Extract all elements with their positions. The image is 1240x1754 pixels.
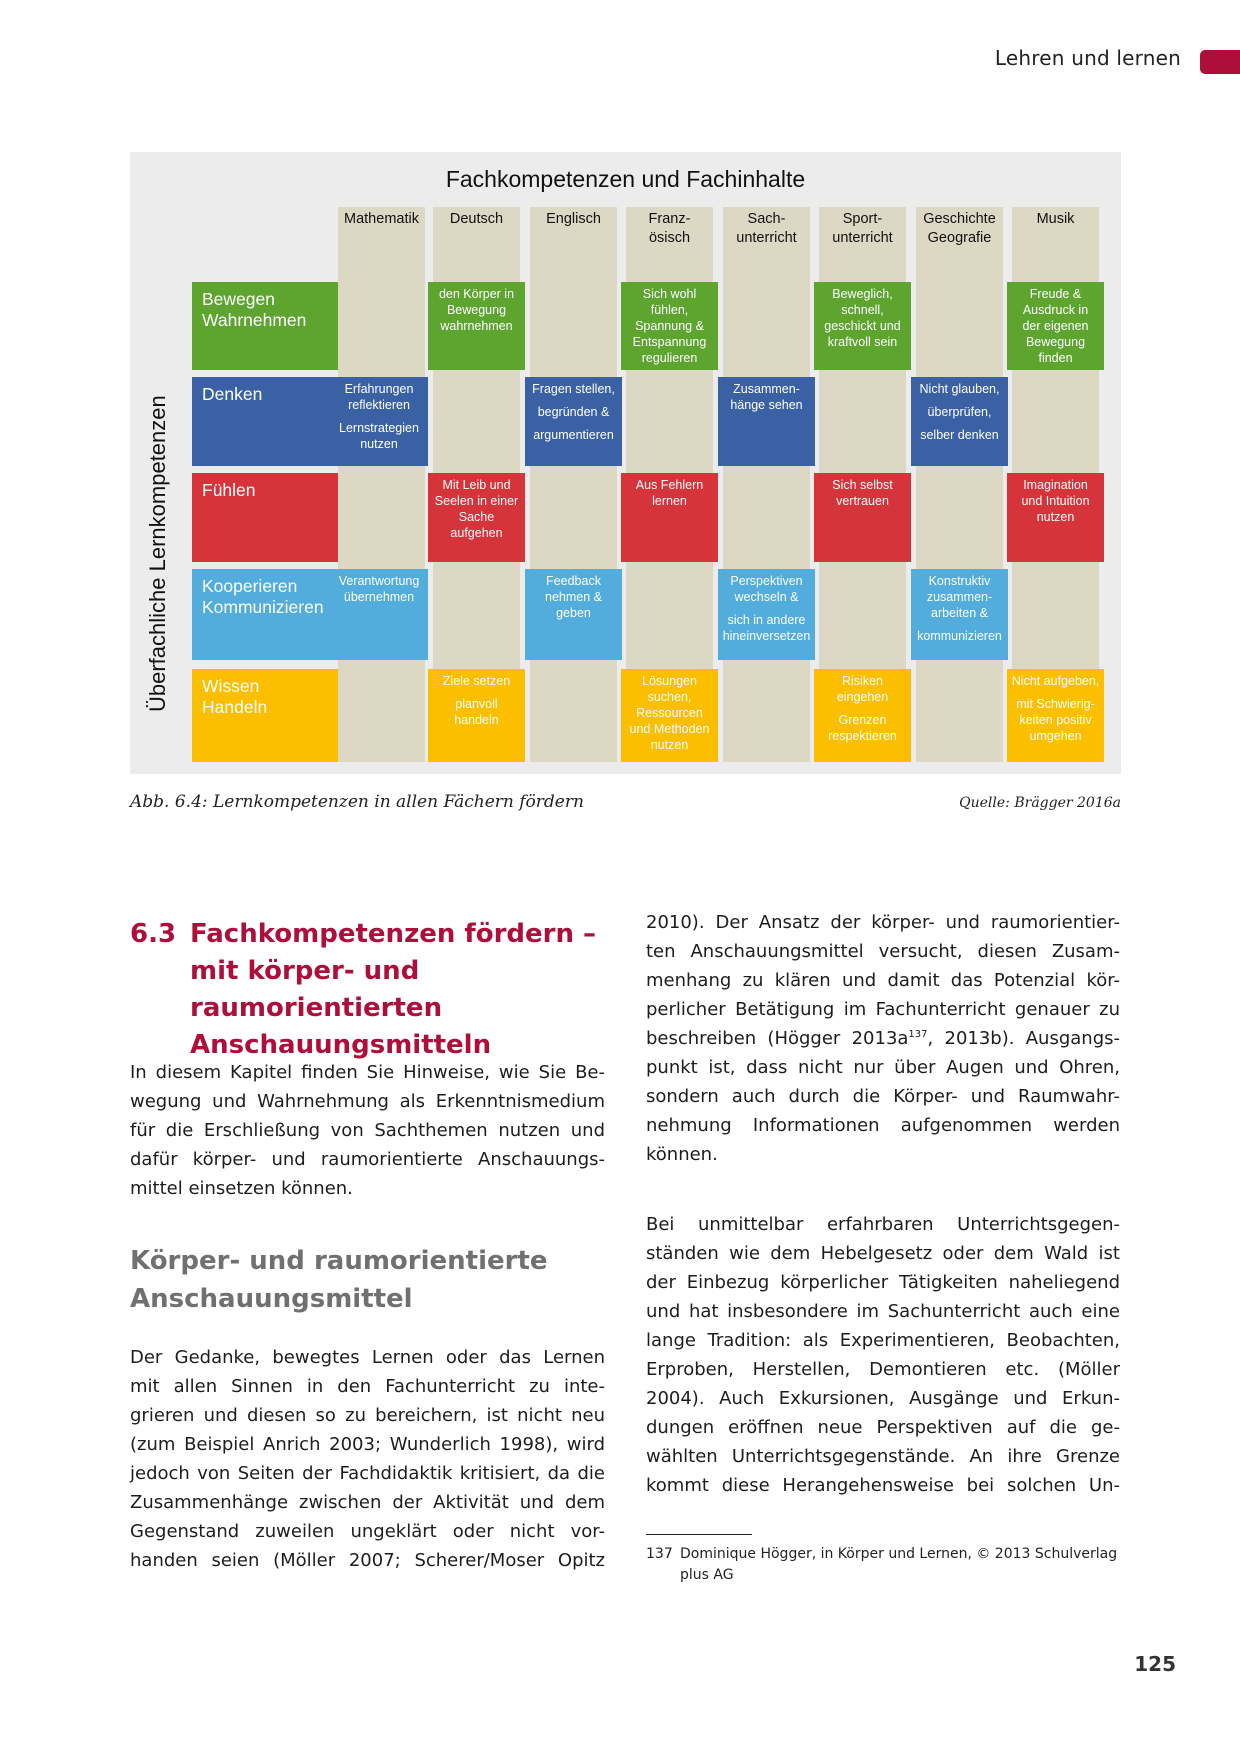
figure-title: Fachkompetenzen und Fachinhalte — [445, 166, 806, 192]
text-line: Gegenstand zuweilen ungeklärt oder nicht vor- — [130, 1521, 605, 1542]
text-line: Erproben, Herstellen, Demontieren etc. (Möller — [646, 1359, 1120, 1380]
text-line: mit allen Sinnen in den Fachunterricht zu inte- — [130, 1376, 605, 1397]
text-line: für die Erschließung von Sachthemen nutzen und — [130, 1120, 605, 1141]
competence-row-label: Denken — [202, 384, 263, 404]
competence-row-label: Wissen Handeln — [202, 676, 268, 717]
text-line: 2010). Der Ansatz der körper- und raumorientier- — [646, 912, 1120, 933]
competence-cell: Fragen stellen, begründen & argumentieren — [532, 382, 615, 442]
text-line: jedoch von Seiten der Fachdidaktik kritisiert, da die — [130, 1463, 605, 1484]
competence-cell: Imagination und Intuition nutzen — [1021, 478, 1090, 524]
competence-cell: Sich wohl fühlen, Spannung & Entspannung regulieren — [632, 287, 707, 365]
competence-cell: Freude & Ausdruck in der eigenen Bewegung finden — [1022, 287, 1089, 365]
subject-column-header: Geschichte Geografie — [923, 211, 996, 246]
subject-column-header: Musik — [1036, 211, 1075, 227]
text-line: lange Tradition: als Experimentieren, Beobachten, — [646, 1330, 1120, 1351]
competence-cell: Feedback nehmen & geben — [545, 574, 602, 620]
competence-row-label: Kooperieren Kommunizieren — [202, 576, 324, 617]
subject-column-header: Deutsch — [449, 211, 504, 227]
text-line: und hat insbesondere im Sachunterricht auch eine — [646, 1301, 1120, 1322]
footnote-number: 137 — [646, 1546, 673, 1562]
right-paragraph-2 — [646, 1210, 1120, 1500]
text-line: handen seien (Möller 2007; Scherer/Moser Opitz — [130, 1550, 605, 1571]
text-line: der Einbezug körperlicher Tätigkeiten naheliegend — [646, 1272, 1120, 1293]
text-line: wegung und Wahrnehmung als Erkenntnismedium — [130, 1091, 605, 1112]
footnote-text: Dominique Högger, in Körper und Lernen, © 2013 Schulverlag plus AG — [680, 1546, 1118, 1583]
competence-cell: Konstruktiv zusammen- arbeiten & kommunizieren — [917, 574, 1002, 643]
text-line: perlicher Betätigung im Fachunterricht genauer zu — [646, 999, 1120, 1020]
figure-caption: Abb. 6.4: Lernkompetenzen in allen Fächern fördern — [130, 792, 584, 812]
footnote-rule — [646, 1534, 752, 1535]
section-number: 6.3 — [130, 919, 177, 949]
text-line: dafür körper- und raumorientierte Anschauungs- — [130, 1149, 605, 1170]
figure-source: Quelle: Brägger 2016a — [959, 795, 1121, 811]
right-paragraph-1 — [646, 908, 1120, 1169]
text-line: wählten Unterrichtsgegenstände. An ihre Grenze — [646, 1446, 1120, 1467]
competence-cell: Nicht aufgeben, mit Schwierig- keiten positiv umgehen — [1011, 674, 1100, 743]
subject-column — [916, 207, 1003, 762]
running-header: Lehren und lernen — [994, 46, 1181, 70]
competence-cell: Aus Fehlern lernen — [635, 478, 704, 508]
competence-cell: Lösungen suchen, Ressourcen und Methoden nutzen — [629, 674, 710, 752]
competence-cell: Mit Leib und Seelen in einer Sache aufgehen — [434, 478, 519, 540]
text-line: Bei unmittelbar erfahrbaren Unterrichtsgegen- — [646, 1214, 1120, 1235]
left-paragraph — [130, 1343, 605, 1575]
text-line: kommt diese Herangehensweise bei solchen Un- — [646, 1475, 1120, 1496]
text-line: ständen wie dem Hebelgesetz oder dem Wald ist — [646, 1243, 1120, 1264]
subject-column-header: Mathematik — [344, 211, 419, 227]
chapter-tab-marker — [1200, 50, 1240, 74]
footnote-reference[interactable]: 137 — [908, 1029, 928, 1040]
page-number: 125 — [1134, 1652, 1176, 1676]
text-line: In diesem Kapitel finden Sie Hinweise, wie Sie Be- — [130, 1062, 605, 1083]
text-line: dungen eröffnen neue Perspektiven auf die ge- — [646, 1417, 1120, 1438]
competence-cell: Nicht glauben, überprüfen, selber denken — [919, 382, 1000, 442]
competence-cell: Sich selbst vertrauen — [832, 478, 893, 508]
subject-column-header: Englisch — [546, 211, 601, 227]
text-line: Zusammenhänge zwischen der Aktivität und dem — [130, 1492, 605, 1513]
subject-column — [723, 207, 810, 762]
text-line: punkt ist, dass nicht nur über Augen und Ohren, — [646, 1057, 1120, 1078]
text-line: (zum Beispiel Anrich 2003; Wunderlich 1998), wird — [130, 1434, 605, 1455]
subject-column — [530, 207, 617, 762]
competence-cell: Risiken eingehen Grenzen respektieren — [828, 674, 897, 743]
text-line: 2004). Auch Exkursionen, Ausgänge und Erkun- — [646, 1388, 1120, 1409]
competence-row-label: Fühlen — [202, 480, 256, 500]
competence-cell: Ziele setzen planvoll handeln — [442, 674, 511, 727]
text-line: grieren und diesen so zu bereichern, ist nicht neu — [130, 1405, 605, 1426]
competence-cell: Verantwortung übernehmen — [338, 574, 420, 604]
subject-column-header: Franz- ösisch — [648, 211, 691, 246]
subheading: Körper- und raumorientierte Anschauungsmittel — [130, 1246, 548, 1314]
competence-cell: Perspektiven wechseln & sich in andere hineinversetzen — [722, 574, 811, 643]
text-line: können. — [646, 1144, 718, 1165]
text-line: ten Anschauungsmittel versucht, diesen Zusam- — [646, 941, 1120, 962]
figure-row-axis-label: Überfachliche Lernkompetenzen — [145, 395, 170, 712]
subject-column-header: Sach- unterricht — [736, 211, 797, 246]
competence-cell: Zusammen- hänge sehen — [730, 382, 803, 412]
intro-paragraph — [130, 1058, 605, 1203]
text-line: menhang zu klären und damit das Potenzial kör- — [646, 970, 1120, 991]
competence-cell: Erfahrungen reflektieren Lernstrategien nutzen — [339, 382, 419, 451]
text-line: nehmung Informationen aufgenommen werden — [646, 1115, 1120, 1136]
text-line: Der Gedanke, bewegtes Lernen oder das Lernen — [130, 1347, 605, 1368]
text-line: sondern auch durch die Körper- und Raumwahr- — [646, 1086, 1120, 1107]
competence-cell: Beweglich, schnell, geschickt und kraftvoll sein — [824, 287, 901, 349]
text-line: mittel einsetzen können. — [130, 1178, 353, 1199]
subject-column-header: Sport- unterricht — [832, 211, 893, 246]
section-title: Fachkompetenzen fördern – mit körper- und raumorientierten Anschauungsmitteln — [190, 919, 597, 1060]
competence-cell: den Körper in Bewegung wahrnehmen — [438, 287, 515, 333]
text-line: beschreiben (Högger $2013a^{137}$, 2013b). Ausgangs- — [646, 1028, 1120, 1049]
competence-row-label: Bewegen Wahrnehmen — [202, 289, 307, 330]
subject-column — [338, 207, 425, 762]
